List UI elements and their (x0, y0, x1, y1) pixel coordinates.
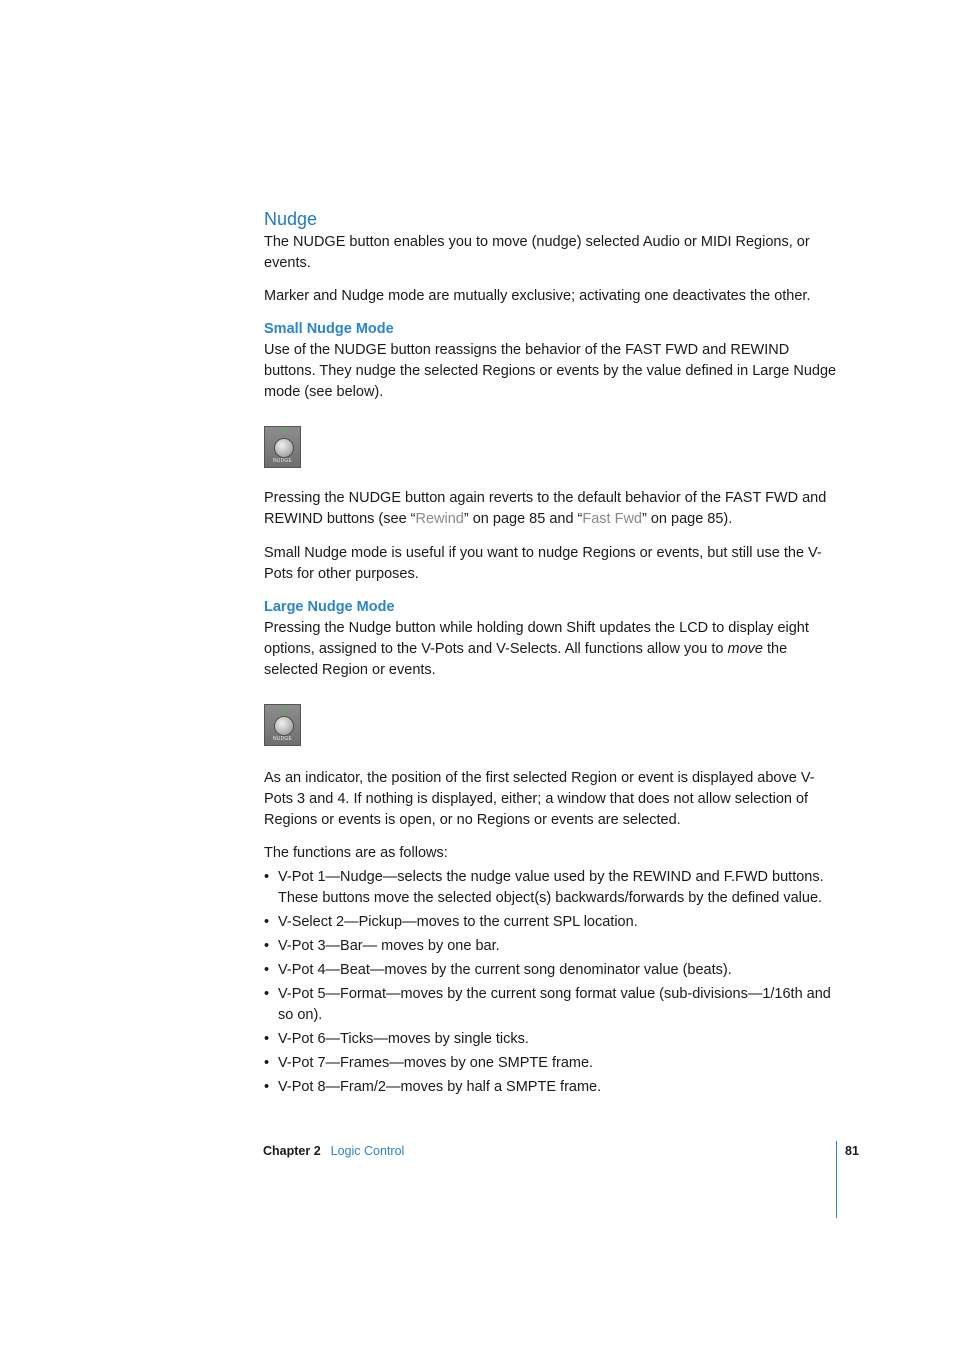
nudge-button-image (264, 426, 839, 470)
nudge-button-icon (264, 426, 301, 468)
footer-divider (836, 1141, 837, 1218)
list-item: • V-Select 2—Pickup—moves to the current SPL location. (264, 914, 638, 930)
knob-icon (274, 438, 294, 458)
paragraph: Pressing the Nudge button while holding down Shift updates the LCD to display eight options, assigned to the V-Pots and V-Selects. All functions allow you to move the selected Region or events. (264, 620, 809, 678)
list-item: • V-Pot 4—Beat—moves by the current song denominator value (beats). (264, 962, 732, 978)
paragraph: As an indicator, the position of the first selected Region or event is displayed above V-Pots 3 and 4. If nothing is displayed, either; a window that does not allow selection of Regions or events is open, or no Regions or events are selected. (264, 770, 815, 828)
paragraph: Pressing the NUDGE button again reverts to the default behavior of the FAST FWD and REWIND buttons (see “Rewind” on page 85 and “Fast Fwd” on page 85). (264, 490, 827, 527)
page-footer (263, 1141, 404, 1161)
paragraph: Small Nudge mode is useful if you want to nudge Regions or events, but still use the V-Pots for other purposes. (264, 545, 822, 582)
list-item: • V-Pot 1—Nudge—selects the nudge value used by the REWIND and F.FWD buttons. These buttons move the selected object(s) backwards/forwards by the defined value. (264, 869, 824, 906)
button-caption: NUDGE (272, 458, 293, 464)
chapter-label: Chapter 2 (263, 1144, 321, 1158)
list-item: • V-Pot 5—Format—moves by the current song format value (sub-divisions—1/16th and so on). (264, 986, 831, 1023)
functions-list (264, 867, 839, 1098)
subsection-title: Large Nudge Mode (264, 599, 395, 615)
button-caption: NUDGE (272, 736, 293, 742)
paragraph: Marker and Nudge mode are mutually exclusive; activating one deactivates the other. (264, 288, 811, 304)
paragraph: The NUDGE button enables you to move (nudge) selected Audio or MIDI Regions, or events. (264, 234, 810, 271)
list-item: • V-Pot 8—Fram/2—moves by half a SMPTE frame. (264, 1079, 602, 1095)
fast-fwd-link[interactable]: Fast Fwd (582, 511, 642, 527)
list-item: • V-Pot 7—Frames—moves by one SMPTE frame. (264, 1055, 594, 1071)
led-indicator (283, 430, 286, 433)
nudge-button-image (264, 704, 839, 748)
rewind-link[interactable]: Rewind (415, 511, 464, 527)
page-number: 81 (845, 1144, 859, 1158)
page-content (264, 206, 839, 1101)
list-item: • V-Pot 3—Bar— moves by one bar. (264, 938, 500, 954)
led-indicator (283, 708, 286, 711)
paragraph: The functions are as follows: (264, 845, 448, 861)
list-item: • V-Pot 6—Ticks—moves by single ticks. (264, 1031, 529, 1047)
section-title: Nudge (264, 209, 318, 229)
chapter-title-link[interactable]: Logic Control (330, 1144, 405, 1158)
paragraph: Use of the NUDGE button reassigns the behavior of the FAST FWD and REWIND buttons. They nudge the selected Regions or events by the value defined in Large Nudge mode (see below). (264, 342, 837, 400)
knob-icon (274, 716, 294, 736)
nudge-button-icon (264, 704, 301, 746)
subsection-title: Small Nudge Mode (264, 321, 394, 337)
